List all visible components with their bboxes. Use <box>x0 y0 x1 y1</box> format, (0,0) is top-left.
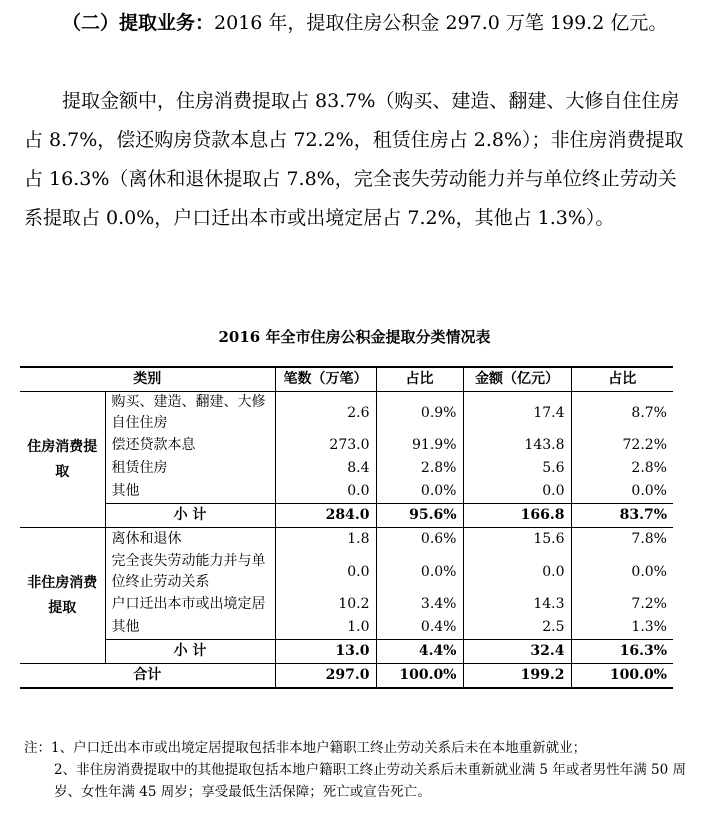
item-label: 离休和退休 <box>105 528 275 552</box>
count-cell: 297.0 <box>275 664 376 689</box>
intro-text: 2016 年，提取住房公积金 297.0 万笔 199.2 亿元。 <box>214 12 668 34</box>
amount-ratio-cell: 72.2% <box>622 437 667 453</box>
withdrawal-table <box>20 366 673 689</box>
subtotal-row <box>20 640 673 664</box>
count-cell: 10.2 <box>275 593 376 616</box>
header-category: 类别 <box>20 367 275 392</box>
count-ratio-cell: 3.4% <box>376 593 463 616</box>
subtotal-label: 小 计 <box>105 640 275 664</box>
count-ratio-cell: 0.4% <box>376 616 463 640</box>
item-label: 偿还贷款本息 <box>105 434 275 457</box>
amount-ratio-cell: 8.7% <box>631 404 667 421</box>
header-amount-ratio: 占比 <box>571 367 673 392</box>
count-cell: 0.0 <box>275 551 376 593</box>
amount-ratio-cell: 7.2% <box>631 596 667 612</box>
count-cell: 284.0 <box>275 504 376 528</box>
item-label: 其他 <box>105 616 275 640</box>
table-notes <box>24 737 694 803</box>
amount-ratio-cell: 2.8% <box>631 460 667 476</box>
amount-ratio-cell: 16.3% <box>571 640 673 664</box>
table-row <box>20 434 673 457</box>
count-ratio-cell: 4.4% <box>376 640 463 664</box>
table-row <box>20 528 673 552</box>
amount-cell: 2.5 <box>463 616 571 640</box>
note-1: 注：1、户口迁出本市或出境定居提取包括非本地户籍职工终止劳动关系后未在本地重新就业； <box>24 740 587 756</box>
table-title: 2016 年全市住房公积金提取分类情况表 <box>218 328 491 346</box>
item-label: 其他 <box>105 480 275 504</box>
total-label: 合计 <box>20 664 275 689</box>
item-label: 户口迁出本市或出境定居 <box>105 593 275 616</box>
count-ratio-cell: 95.6% <box>376 504 463 528</box>
section-heading: （二）提取业务： <box>62 12 215 34</box>
count-cell: 8.4 <box>275 457 376 480</box>
subtotal-label: 小 计 <box>105 504 275 528</box>
count-ratio-cell: 0.0% <box>376 480 463 504</box>
amount-cell: 199.2 <box>463 664 571 689</box>
amount-cell: 14.3 <box>463 593 571 616</box>
count-cell: 273.0 <box>275 434 376 457</box>
amount-cell: 17.4 <box>463 392 571 435</box>
header-amount: 金额（亿元） <box>463 367 571 392</box>
detail-text: 提取金额中，住房消费提取占 83.7%（购买、建造、翻建、大修自住住房占 8.7%，偿还购房贷款本息占 72.2%，租赁住房占 2.8%）；非住房消费提取占 16.3%（离休和退休提取占 7.8%，完全丧失劳动能力并与单位终止劳动关系提取占 0.0%，户口迁出本市或出境定居占 7.2%，其他占 1.3%）。 <box>24 90 684 229</box>
count-cell: 0.0 <box>275 480 376 504</box>
amount-ratio-cell: 0.0% <box>631 563 667 580</box>
count-ratio-cell: 2.8% <box>376 457 463 480</box>
detail-paragraph <box>24 82 684 238</box>
table-row <box>20 593 673 616</box>
amount-cell: 143.8 <box>463 434 571 457</box>
amount-cell: 15.6 <box>463 528 571 552</box>
group-label: 住房消费提取 <box>20 392 105 528</box>
item-label: 完全丧失劳动能力并与单位终止劳动关系 <box>105 551 275 593</box>
amount-ratio-cell: 0.0% <box>631 483 667 499</box>
group-label: 非住房消费提取 <box>20 528 105 664</box>
count-ratio-cell: 100.0% <box>376 664 463 689</box>
count-cell: 1.0 <box>275 616 376 640</box>
subtotal-row <box>20 504 673 528</box>
amount-ratio-cell: 100.0% <box>571 664 673 689</box>
amount-ratio-cell: 83.7% <box>571 504 673 528</box>
item-label: 租赁住房 <box>105 457 275 480</box>
count-ratio-cell: 0.0% <box>376 551 463 593</box>
amount-cell: 5.6 <box>463 457 571 480</box>
note-2: 2、非住房消费提取中的其他提取包括本地户籍职工终止劳动关系后未重新就业满 5 年或者男性年满 50 周岁、女性年满 45 周岁；享受最低生活保障；死亡或宣告死亡。 <box>54 762 687 800</box>
count-ratio-cell: 91.9% <box>376 434 463 457</box>
header-count-ratio: 占比 <box>376 367 463 392</box>
count-ratio-cell: 0.6% <box>376 528 463 552</box>
amount-cell: 0.0 <box>463 480 571 504</box>
table-row <box>20 392 673 435</box>
item-label: 购买、建造、翻建、大修自住住房 <box>105 392 275 435</box>
amount-ratio-cell: 7.8% <box>571 528 673 552</box>
count-cell: 2.6 <box>275 392 376 435</box>
table-row <box>20 480 673 504</box>
table-header-row <box>20 367 673 392</box>
amount-cell: 166.8 <box>463 504 571 528</box>
header-count: 笔数（万笔） <box>275 367 376 392</box>
count-cell: 13.0 <box>275 640 376 664</box>
count-cell: 1.8 <box>275 528 376 552</box>
table-row <box>20 457 673 480</box>
table-row <box>20 616 673 640</box>
table-row <box>20 551 673 593</box>
amount-ratio-cell: 1.3% <box>631 619 667 635</box>
amount-cell: 32.4 <box>463 640 571 664</box>
amount-cell: 0.0 <box>463 551 571 593</box>
intro-paragraph <box>24 4 684 43</box>
total-row <box>20 664 673 689</box>
count-ratio-cell: 0.9% <box>376 392 463 435</box>
